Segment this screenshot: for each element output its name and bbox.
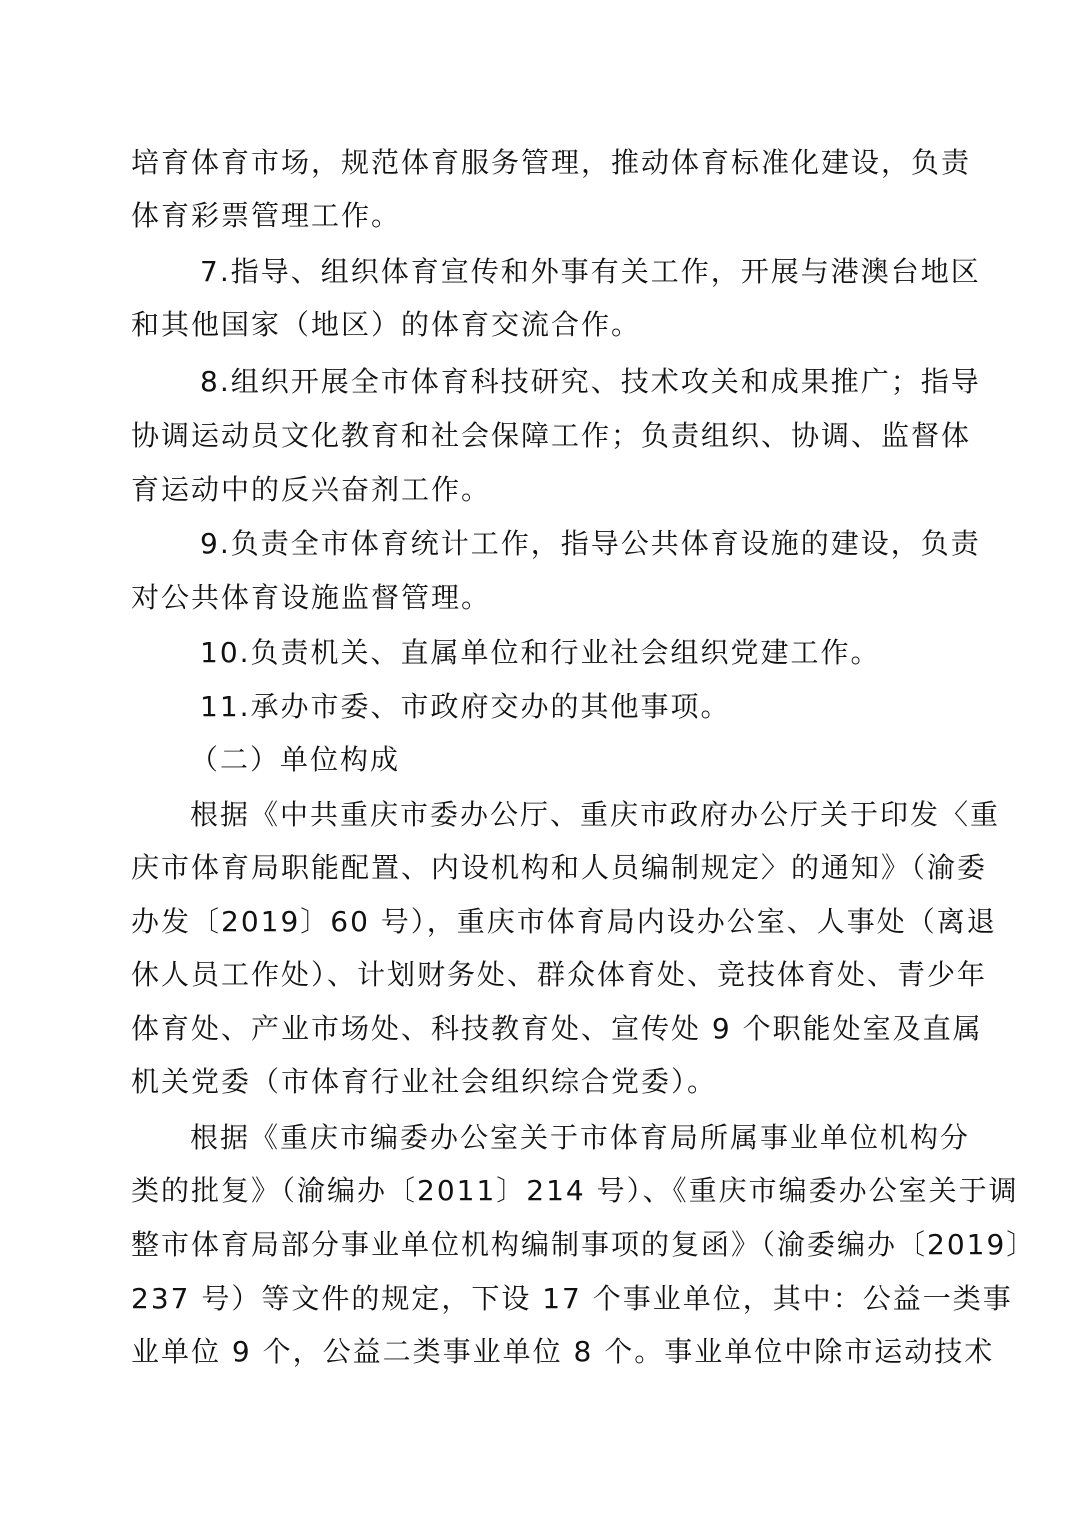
- list-item-line: 11.承办市委、市政府交办的其他事项。: [200, 690, 731, 723]
- paragraph-line: 根据《重庆市编委办公室关于市体育局所属事业单位机构分: [190, 1121, 971, 1154]
- list-item-line: 10.负责机关、直属单位和行业社会组织党建工作。: [200, 636, 881, 669]
- paragraph-line: 办发〔2019〕60 号），重庆市体育局内设办公室、人事处（离退: [131, 905, 997, 938]
- section-heading: （二）单位构成: [190, 743, 401, 776]
- list-item-line: 7.指导、组织体育宣传和外事有关工作，开展与港澳台地区: [200, 255, 981, 288]
- paragraph-line: 237 号）等文件的规定，下设 17 个事业单位，其中：公益一类事: [131, 1282, 1013, 1315]
- paragraph-line: 整市体育局部分事业单位机构编制事项的复函》（渝委编办〔2019〕: [131, 1228, 1037, 1261]
- list-item-line: 8.组织开展全市体育科技研究、技术攻关和成果推广；指导: [200, 365, 981, 398]
- paragraph-line: 培育体育市场，规范体育服务管理，推动体育标准化建设，负责: [131, 146, 972, 179]
- paragraph-line: 体育处、产业市场处、科技教育处、宣传处 9 个职能处室及直属: [131, 1012, 983, 1045]
- paragraph-line: 协调运动员文化教育和社会保障工作；负责组织、协调、监督体: [131, 419, 972, 452]
- paragraph-line: 育运动中的反兴奋剂工作。: [131, 473, 492, 506]
- paragraph-line: 根据《中共重庆市委办公厅、重庆市政府办公厅关于印发〈重: [190, 798, 1001, 831]
- paragraph-line: 业单位 9 个，公益二类事业单位 8 个。事业单位中除市运动技术: [131, 1335, 995, 1368]
- paragraph-line: 机关党委（市体育行业社会组织综合党委）。: [131, 1065, 718, 1098]
- paragraph-line: 对公共体育设施监督管理。: [131, 581, 492, 614]
- paragraph-line: 体育彩票管理工作。: [131, 199, 402, 232]
- paragraph-line: 和其他国家（地区）的体育交流合作。: [131, 308, 642, 341]
- paragraph-line: 庆市体育局职能配置、内设机构和人员编制规定〉的通知》（渝委: [131, 851, 988, 884]
- paragraph-line: 休人员工作处）、计划财务处、群众体育处、竞技体育处、青少年: [131, 958, 988, 991]
- list-item-line: 9.负责全市体育统计工作，指导公共体育设施的建设，负责: [200, 527, 981, 560]
- paragraph-line: 类的批复》（渝编办〔2011〕214 号）、《重庆市编委办公室关于调: [131, 1174, 1019, 1207]
